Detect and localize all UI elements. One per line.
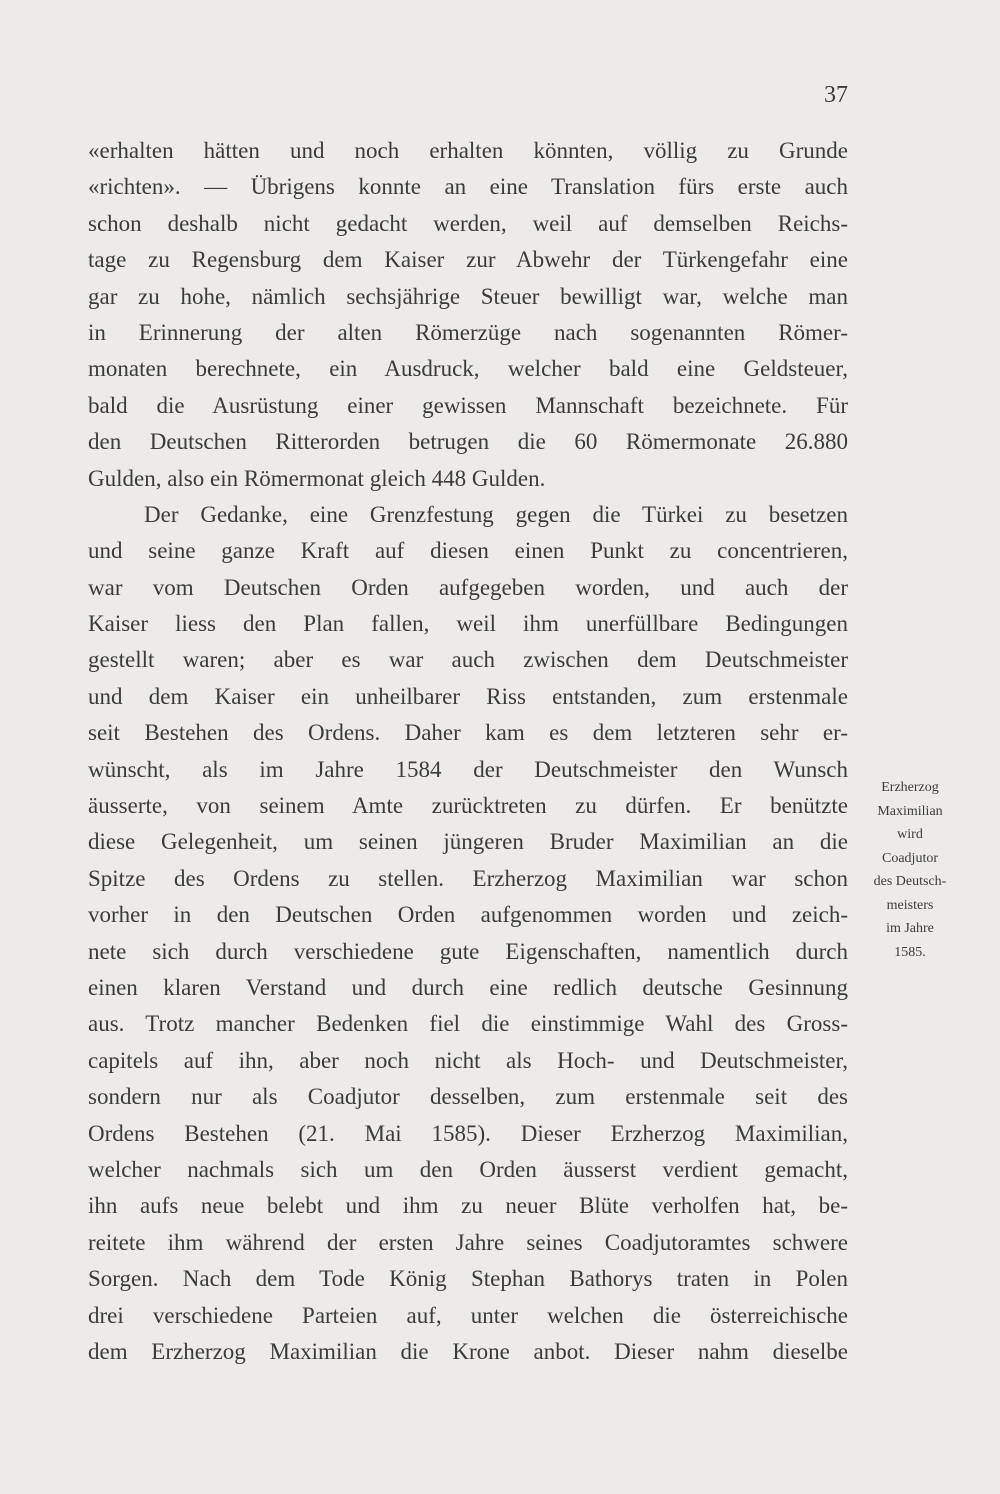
text-line: seit Bestehen des Ordens. Daher kam es dem letzteren sehr er- <box>88 720 848 746</box>
text-line: Der Gedanke, eine Grenzfestung gegen die Türkei zu besetzen <box>144 501 848 527</box>
text-line: ihn aufs neue belebt und ihm zu neuer Blüte verholfen hat, be- <box>88 1193 848 1219</box>
text-line: bald die Ausrüstung einer gewissen Mannschaft bezeichnete. Für <box>88 392 848 418</box>
text-line: einen klaren Verstand und durch eine redlich deutsche Gesinnung <box>88 974 848 1000</box>
paragraph <box>88 133 848 497</box>
text-line: war vom Deutschen Orden aufgegeben worden, und auch der <box>88 574 848 600</box>
text-line: capitels auf ihn, aber noch nicht als Hoch- und Deutschmeister, <box>88 1047 848 1073</box>
text-line: Kaiser liess den Plan fallen, weil ihm unerfüllbare Bedingungen <box>88 611 848 637</box>
text-line: vorher in den Deutschen Orden aufgenommen worden und zeich- <box>88 902 848 928</box>
text-line: welcher nachmals sich um den Orden äusserst verdient gemacht, <box>88 1156 848 1182</box>
text-line: «richten». — Übrigens konnte an eine Translation fürs erste auch <box>88 174 848 200</box>
text-line: diese Gelegenheit, um seinen jüngeren Bruder Maximilian an die <box>88 829 848 855</box>
text-line: monaten berechnete, ein Ausdruck, welcher bald eine Geldsteuer, <box>88 356 848 382</box>
text-line: Sorgen. Nach dem Tode König Stephan Bathorys traten in Polen <box>88 1266 848 1292</box>
marginal-note-line: Coadjutor <box>882 850 938 866</box>
text-line: sondern nur als Coadjutor desselben, zum erstenmale seit des <box>88 1084 848 1110</box>
text-line: reitete ihm während der ersten Jahre seines Coadjutoramtes schwere <box>88 1229 848 1255</box>
text-line: gar zu hohe, nämlich sechsjährige Steuer bewilligt war, welche man <box>88 283 848 309</box>
text-line: Ordens Bestehen (21. Mai 1585). Dieser Erzherzog Maximilian, <box>88 1120 848 1146</box>
marginal-note-line: meisters <box>886 897 934 913</box>
text-line: in Erinnerung der alten Römerzüge nach sogenannten Römer- <box>88 319 848 345</box>
body-text <box>88 133 848 1370</box>
text-line: drei verschiedene Parteien auf, unter welchen die österreichische <box>88 1302 848 1328</box>
text-line: Spitze des Ordens zu stellen. Erzherzog Maximilian war schon <box>88 865 848 891</box>
text-line: äusserte, von seinem Amte zurücktreten zu dürfen. Er benützte <box>88 793 848 819</box>
marginal-note-line: Maximilian <box>877 803 943 819</box>
text-line: schon deshalb nicht gedacht werden, weil auf demselben Reichs- <box>88 210 848 236</box>
text-line: nete sich durch verschiedene gute Eigenschaften, namentlich durch <box>88 938 848 964</box>
text-line: gestellt waren; aber es war auch zwischen dem Deutschmeister <box>88 647 848 673</box>
marginal-note-line: 1585. <box>894 944 926 960</box>
paragraph <box>88 497 848 1370</box>
text-line: den Deutschen Ritterorden betrugen die 60 Römermonate 26.880 <box>88 429 848 455</box>
marginal-note <box>855 776 965 964</box>
text-line: und seine ganze Kraft auf diesen einen Punkt zu concentrieren, <box>88 538 848 564</box>
text-line: wünscht, als im Jahre 1584 der Deutschmeister den Wunsch <box>88 756 848 782</box>
text-line: dem Erzherzog Maximilian die Krone anbot. Dieser nahm dieselbe <box>88 1338 848 1364</box>
text-line: aus. Trotz mancher Bedenken fiel die einstimmige Wahl des Gross- <box>88 1011 848 1037</box>
marginal-note-line: im Jahre <box>886 921 934 936</box>
marginal-note-line: wird <box>897 827 923 842</box>
page-number: 37 <box>824 82 848 108</box>
marginal-note-line: des Deutsch- <box>873 874 947 889</box>
text-line: und dem Kaiser ein unheilbarer Riss entstanden, zum erstenmale <box>88 683 848 709</box>
text-line: tage zu Regensburg dem Kaiser zur Abwehr der Türkengefahr eine <box>88 247 848 273</box>
text-line: «erhalten hätten und noch erhalten könnten, völlig zu Grunde <box>88 138 848 163</box>
marginal-note-line: Erzherzog <box>881 780 939 795</box>
text-line: Gulden, also ein Römermonat gleich 448 Gulden. <box>88 465 546 491</box>
